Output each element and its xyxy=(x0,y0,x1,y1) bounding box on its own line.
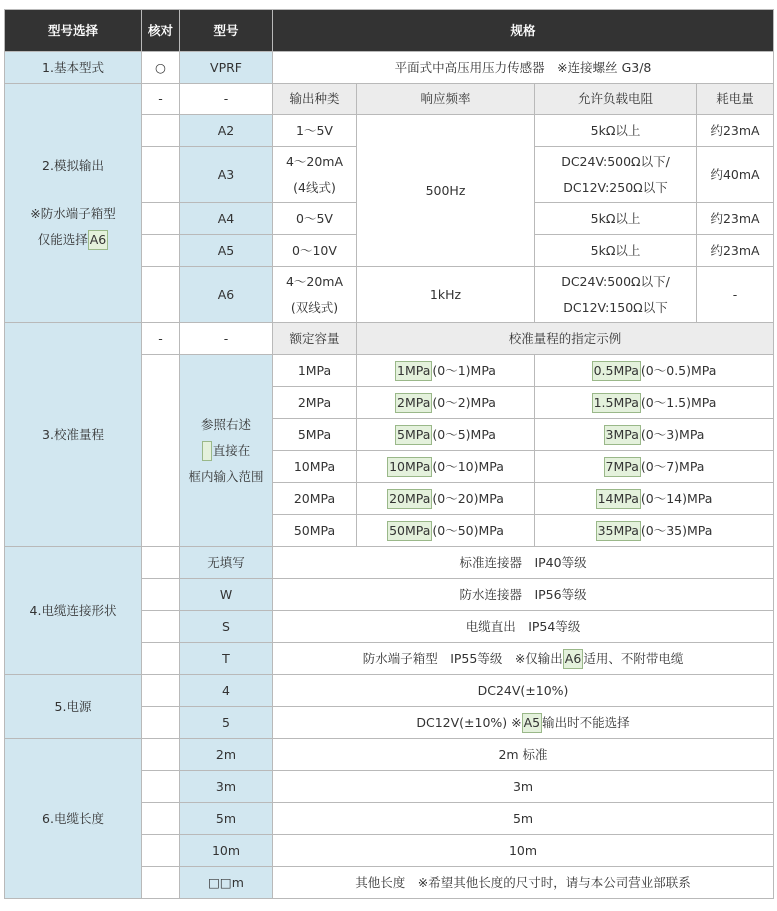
power-spec-5-box: A5 xyxy=(522,713,543,733)
ex-rest: (0～5)MPa xyxy=(432,426,496,442)
calib-note1: 参照右述 xyxy=(200,416,251,432)
analog-label-cell xyxy=(5,84,142,323)
ex-box: 1.5MPa xyxy=(592,393,641,413)
load-a5: 5kΩ以上 xyxy=(535,235,697,267)
check-cell[interactable] xyxy=(142,611,180,643)
ex1-50 xyxy=(357,515,535,547)
calib-model-note xyxy=(180,355,273,547)
model-a6: A6 xyxy=(180,267,273,323)
check-cell[interactable] xyxy=(142,739,180,771)
analog-label: 2.模拟输出 xyxy=(42,158,104,173)
ex-rest: (0～10)MPa xyxy=(432,458,504,474)
output-a5: 0～10V xyxy=(273,235,357,267)
length-model-2m: 2m xyxy=(180,739,273,771)
ex-box: 14MPa xyxy=(596,489,641,509)
length-spec-10m: 10m xyxy=(273,835,774,867)
cable-spec-t-b: 适用、不附带电缆 xyxy=(583,650,684,666)
check-cell[interactable] xyxy=(142,835,180,867)
calib-head-row xyxy=(5,323,774,355)
power-model-4: 4 xyxy=(180,675,273,707)
load-a3 xyxy=(535,147,697,203)
check-cell[interactable] xyxy=(142,235,180,267)
ex1-20 xyxy=(357,483,535,515)
basic-row xyxy=(5,52,774,84)
ex1-1 xyxy=(357,355,535,387)
check-cell[interactable] xyxy=(142,547,180,579)
ex-rest: (0～35)MPa xyxy=(640,522,713,538)
cable-model-t: T xyxy=(180,643,273,675)
length-model-5m: 5m xyxy=(180,803,273,835)
ex-box: 7MPa xyxy=(604,457,641,477)
check-cell[interactable] xyxy=(142,707,180,739)
cap-10: 10MPa xyxy=(273,451,357,483)
length-model-3m: 3m xyxy=(180,771,273,803)
cable-row xyxy=(5,547,774,579)
model-a5: A5 xyxy=(180,235,273,267)
analog-model-dash: - xyxy=(180,84,273,115)
col-example: 校准量程的指定示例 xyxy=(357,323,774,355)
cable-model-w: W xyxy=(180,579,273,611)
ex-box: 5MPa xyxy=(395,425,432,445)
check-cell[interactable] xyxy=(142,115,180,147)
ex-box: 10MPa xyxy=(387,457,432,477)
calib-note2: 直接在 xyxy=(212,442,251,458)
length-spec-5m: 5m xyxy=(273,803,774,835)
check-cell[interactable] xyxy=(142,867,180,899)
output-a4: 0～5V xyxy=(273,203,357,235)
check-cell[interactable] xyxy=(142,355,180,547)
calib-model-dash: - xyxy=(180,323,273,355)
header-row xyxy=(5,10,774,52)
ex-box: 1MPa xyxy=(395,361,432,381)
power-a2: 约23mA xyxy=(697,115,774,147)
check-cell[interactable] xyxy=(142,579,180,611)
power-a6: - xyxy=(697,267,774,323)
load-a4: 5kΩ以上 xyxy=(535,203,697,235)
col-output: 输出种类 xyxy=(273,84,357,115)
model-a3: A3 xyxy=(180,147,273,203)
load-a3-line1: DC24V:500Ω以下/ xyxy=(561,153,670,169)
length-model-10m: 10m xyxy=(180,835,273,867)
col-capacity: 额定容量 xyxy=(273,323,357,355)
length-model-custom: □□m xyxy=(180,867,273,899)
ex2-20 xyxy=(535,483,774,515)
header-model-select: 型号选择 xyxy=(5,10,142,52)
cable-spec-s: 电缆直出 IP54等级 xyxy=(273,611,774,643)
output-a6 xyxy=(273,267,357,323)
ex-rest: (0～1.5)MPa xyxy=(640,394,717,410)
analog-note1: ※防水端子箱型 xyxy=(30,206,116,221)
cable-spec-none: 标准连接器 IP40等级 xyxy=(273,547,774,579)
col-freq: 响应频率 xyxy=(357,84,535,115)
ex-rest: (0～14)MPa xyxy=(640,490,713,506)
ex-rest: (0～2)MPa xyxy=(432,394,496,410)
check-cell[interactable] xyxy=(142,643,180,675)
output-a6-line2: (双线式) xyxy=(290,299,339,315)
ex2-5 xyxy=(535,419,774,451)
check-cell[interactable] xyxy=(142,803,180,835)
cap-5: 5MPa xyxy=(273,419,357,451)
model-a2: A2 xyxy=(180,115,273,147)
power-spec-5 xyxy=(273,707,774,739)
cable-label: 4.电缆连接形状 xyxy=(5,547,142,675)
calib-label: 3.校准量程 xyxy=(5,323,142,547)
cable-spec-w: 防水连接器 IP56等级 xyxy=(273,579,774,611)
output-a3-line2: (4线式) xyxy=(293,179,336,195)
model-a4: A4 xyxy=(180,203,273,235)
freq-a6: 1kHz xyxy=(357,267,535,323)
power-model-5: 5 xyxy=(180,707,273,739)
header-model: 型号 xyxy=(180,10,273,52)
analog-check-dash: - xyxy=(142,84,180,115)
ex-rest: (0～20)MPa xyxy=(432,490,504,506)
ex-box: 50MPa xyxy=(387,521,432,541)
basic-spec: 平面式中高压用压力传感器 ※连接螺丝 G3/8 xyxy=(273,52,774,84)
ex1-2 xyxy=(357,387,535,419)
ex-rest: (0～1)MPa xyxy=(432,362,496,378)
check-cell[interactable] xyxy=(142,203,180,235)
power-spec-4: DC24V(±10%) xyxy=(273,675,774,707)
ex-rest: (0～50)MPa xyxy=(432,522,504,538)
output-a6-line1: 4～20mA xyxy=(285,273,344,289)
freq-500hz: 500Hz xyxy=(357,115,535,267)
power-a3: 约40mA xyxy=(697,147,774,203)
cable-model-none: 无填写 xyxy=(180,547,273,579)
ex-box: 35MPa xyxy=(596,521,641,541)
ex-box: 3MPa xyxy=(604,425,641,445)
output-a2: 1～5V xyxy=(273,115,357,147)
power-a5: 约23mA xyxy=(697,235,774,267)
col-power: 耗电量 xyxy=(697,84,774,115)
ex2-10 xyxy=(535,451,774,483)
load-a6-line1: DC24V:500Ω以下/ xyxy=(561,273,670,289)
basic-label: 1.基本型式 xyxy=(5,52,142,84)
analog-note-box: A6 xyxy=(88,230,109,250)
basic-check: ○ xyxy=(142,52,180,84)
load-a3-line2: DC12V:250Ω以下 xyxy=(563,179,668,195)
power-spec-5-a: DC12V(±10%) ※ xyxy=(416,714,522,730)
ex2-50 xyxy=(535,515,774,547)
ex1-5 xyxy=(357,419,535,451)
ex-rest: (0～3)MPa xyxy=(640,426,705,442)
calib-note3: 框内输入范围 xyxy=(188,468,264,484)
load-a6-line2: DC12V:150Ω以下 xyxy=(563,299,668,315)
check-cell[interactable] xyxy=(142,675,180,707)
cable-spec-t-box: A6 xyxy=(563,649,584,669)
length-label: 6.电缆长度 xyxy=(5,739,142,899)
ex-box: 20MPa xyxy=(387,489,432,509)
power-label: 5.电源 xyxy=(5,675,142,739)
ex-rest: (0～7)MPa xyxy=(640,458,705,474)
ex-rest: (0～0.5)MPa xyxy=(640,362,717,378)
analog-head-row xyxy=(5,84,774,115)
ex2-2 xyxy=(535,387,774,419)
output-a3 xyxy=(273,147,357,203)
ex1-10 xyxy=(357,451,535,483)
length-spec-custom: 其他长度 ※希望其他长度的尺寸时，请与本公司营业部联系 xyxy=(273,867,774,899)
load-a2: 5kΩ以上 xyxy=(535,115,697,147)
length-spec-3m: 3m xyxy=(273,771,774,803)
input-box-icon xyxy=(202,441,212,461)
cap-20: 20MPa xyxy=(273,483,357,515)
power-spec-5-b: 输出时不能选择 xyxy=(542,714,630,730)
output-a3-line1: 4～20mA xyxy=(285,153,344,169)
cap-2: 2MPa xyxy=(273,387,357,419)
ex2-1 xyxy=(535,355,774,387)
load-a6 xyxy=(535,267,697,323)
col-load: 允许负载电阻 xyxy=(535,84,697,115)
check-cell[interactable] xyxy=(142,147,180,203)
power-row xyxy=(5,675,774,707)
length-row xyxy=(5,739,774,771)
check-cell[interactable] xyxy=(142,771,180,803)
basic-model: VPRF xyxy=(180,52,273,84)
cable-model-s: S xyxy=(180,611,273,643)
ex-box: 2MPa xyxy=(395,393,432,413)
cable-spec-t-a: 防水端子箱型 IP55等级 ※仅输出 xyxy=(362,650,563,666)
check-cell[interactable] xyxy=(142,267,180,323)
power-a4: 约23mA xyxy=(697,203,774,235)
cap-50: 50MPa xyxy=(273,515,357,547)
analog-note2: 仅能选择 xyxy=(37,232,88,247)
length-spec-2m: 2m 标准 xyxy=(273,739,774,771)
cable-spec-t xyxy=(273,643,774,675)
calib-check-dash: - xyxy=(142,323,180,355)
header-check: 核对 xyxy=(142,10,180,52)
spec-table xyxy=(4,9,774,899)
cap-1: 1MPa xyxy=(273,355,357,387)
ex-box: 0.5MPa xyxy=(592,361,641,381)
header-spec: 规格 xyxy=(273,10,774,52)
